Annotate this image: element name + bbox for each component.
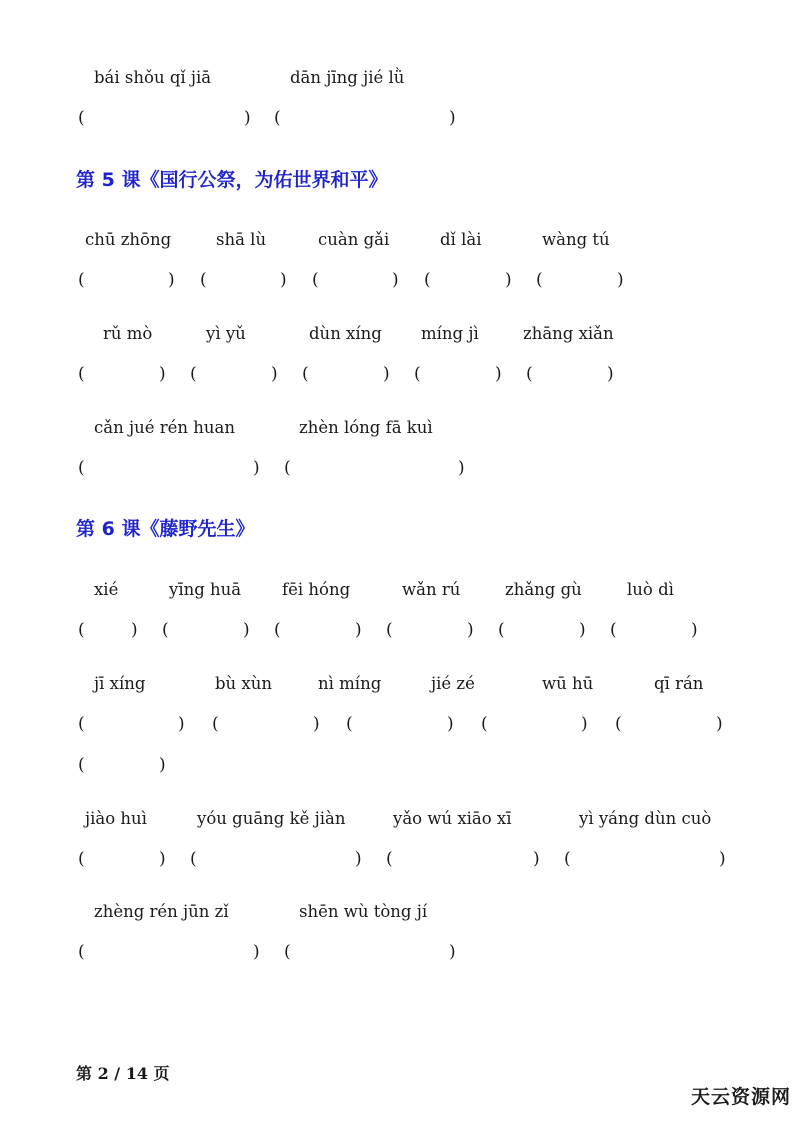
answer-blank-open[interactable]: ( — [162, 620, 169, 640]
answer-blank-close: ) — [280, 270, 287, 290]
pinyin-item: zhǎng gù — [505, 580, 582, 599]
site-watermark: 天云资源网 — [690, 1086, 791, 1108]
pinyin-row — [0, 416, 793, 440]
answer-blank-open[interactable]: ( — [386, 849, 393, 869]
pinyin-item: xié — [94, 580, 119, 599]
answer-blank-open[interactable]: ( — [78, 714, 85, 734]
answer-blank-open[interactable]: ( — [200, 270, 207, 290]
pinyin-item: nì míng — [318, 674, 382, 693]
answer-blank-close: ) — [447, 714, 454, 734]
answer-blank-close: ) — [159, 364, 166, 384]
answer-blank-close: ) — [505, 270, 512, 290]
answer-blank-close: ) — [392, 270, 399, 290]
answer-blank-close: ) — [253, 458, 260, 478]
pinyin-item: cǎn jué rén huan — [94, 418, 235, 437]
answer-blank-open[interactable]: ( — [212, 714, 219, 734]
answer-row — [0, 847, 793, 871]
pinyin-item: luò dì — [627, 580, 674, 599]
answer-blank-close: ) — [719, 849, 726, 869]
answer-blank-close: ) — [243, 620, 250, 640]
pinyin-row — [0, 322, 793, 346]
answer-blank-close: ) — [244, 108, 251, 128]
answer-blank-open[interactable]: ( — [610, 620, 617, 640]
answer-blank-open[interactable]: ( — [615, 714, 622, 734]
answer-blank-close: ) — [579, 620, 586, 640]
answer-blank-open[interactable]: ( — [498, 620, 505, 640]
pinyin-item: shēn wù tòng jí — [299, 902, 428, 921]
answer-blank-close: ) — [691, 620, 698, 640]
answer-blank-close: ) — [617, 270, 624, 290]
pinyin-item: jié zé — [431, 674, 475, 693]
answer-blank-open[interactable]: ( — [536, 270, 543, 290]
answer-blank-close: ) — [607, 364, 614, 384]
answer-blank-close: ) — [271, 364, 278, 384]
answer-blank-close: ) — [467, 620, 474, 640]
answer-row — [0, 753, 793, 777]
pinyin-row — [0, 807, 793, 831]
answer-blank-close: ) — [716, 714, 723, 734]
pinyin-item: wàng tú — [542, 230, 610, 249]
pinyin-item: yì yáng dùn cuò — [579, 809, 712, 828]
pinyin-item: míng jì — [421, 324, 479, 343]
answer-blank-open[interactable]: ( — [78, 755, 85, 775]
lesson-5-heading: 第 5 课《国行公祭，为佑世界和平》 — [76, 169, 388, 191]
pinyin-item: qī rán — [654, 674, 704, 693]
answer-blank-open[interactable]: ( — [386, 620, 393, 640]
answer-blank-open[interactable]: ( — [346, 714, 353, 734]
answer-blank-open[interactable]: ( — [190, 364, 197, 384]
answer-blank-open[interactable]: ( — [274, 620, 281, 640]
pinyin-item: jī xíng — [94, 674, 146, 693]
answer-blank-open[interactable]: ( — [526, 364, 533, 384]
answer-blank-close: ) — [131, 620, 138, 640]
pinyin-item: dùn xíng — [309, 324, 382, 343]
pinyin-item: zhèn lóng fā kuì — [299, 418, 433, 437]
answer-blank-open[interactable]: ( — [284, 942, 291, 962]
pinyin-item: shā lù — [216, 230, 267, 249]
answer-blank-close: ) — [313, 714, 320, 734]
answer-row — [0, 712, 793, 736]
pinyin-item: cuàn gǎi — [318, 230, 390, 249]
answer-blank-close: ) — [253, 942, 260, 962]
answer-blank-close: ) — [449, 108, 456, 128]
answer-blank-close: ) — [449, 942, 456, 962]
answer-blank-open[interactable]: ( — [284, 458, 291, 478]
page-number: 第 2 / 14 页 — [76, 1064, 170, 1083]
pinyin-item: yóu guāng kě jiàn — [197, 809, 346, 828]
answer-blank-close: ) — [533, 849, 540, 869]
pinyin-item: wǎn rú — [402, 580, 461, 599]
pinyin-row — [0, 672, 793, 696]
answer-blank-open[interactable]: ( — [78, 849, 85, 869]
answer-blank-close: ) — [159, 755, 166, 775]
answer-row — [0, 268, 793, 292]
pinyin-item: yǎo wú xiāo xī — [393, 809, 512, 828]
pinyin-item: wū hū — [542, 674, 594, 693]
pinyin-item: bái shǒu qǐ jiā — [94, 68, 212, 87]
pinyin-item: dǐ lài — [440, 230, 482, 249]
answer-blank-open[interactable]: ( — [78, 620, 85, 640]
answer-row — [0, 362, 793, 386]
answer-row — [0, 106, 793, 130]
answer-blank-open[interactable]: ( — [564, 849, 571, 869]
answer-blank-open[interactable]: ( — [190, 849, 197, 869]
pinyin-item: zhèng rén jūn zǐ — [94, 902, 229, 921]
pinyin-item: yīng huā — [169, 580, 242, 599]
answer-blank-close: ) — [495, 364, 502, 384]
pinyin-item: zhāng xiǎn — [523, 324, 614, 343]
answer-blank-open[interactable]: ( — [302, 364, 309, 384]
answer-blank-open[interactable]: ( — [414, 364, 421, 384]
answer-blank-close: ) — [355, 849, 362, 869]
answer-blank-open[interactable]: ( — [78, 364, 85, 384]
answer-blank-open[interactable]: ( — [424, 270, 431, 290]
answer-row — [0, 456, 793, 480]
pinyin-item: fēi hóng — [282, 580, 351, 599]
answer-blank-close: ) — [458, 458, 465, 478]
pinyin-item: dān jīng jié lǜ — [290, 68, 405, 87]
answer-blank-close: ) — [168, 270, 175, 290]
pinyin-row — [0, 228, 793, 252]
answer-blank-open[interactable]: ( — [312, 270, 319, 290]
pinyin-item: chū zhōng — [85, 230, 172, 249]
answer-blank-close: ) — [355, 620, 362, 640]
answer-row — [0, 618, 793, 642]
answer-row — [0, 940, 793, 964]
answer-blank-close: ) — [383, 364, 390, 384]
answer-blank-open[interactable]: ( — [78, 458, 85, 478]
pinyin-item: yì yǔ — [206, 324, 246, 343]
pinyin-row — [0, 66, 793, 90]
answer-blank-open[interactable]: ( — [78, 108, 85, 128]
answer-blank-open[interactable]: ( — [481, 714, 488, 734]
answer-blank-close: ) — [159, 849, 166, 869]
answer-blank-open[interactable]: ( — [274, 108, 281, 128]
pinyin-item: rǔ mò — [103, 324, 153, 343]
lesson-6-heading: 第 6 课《藤野先生》 — [76, 518, 255, 540]
pinyin-item: bù xùn — [215, 674, 272, 693]
answer-blank-open[interactable]: ( — [78, 942, 85, 962]
answer-blank-close: ) — [178, 714, 185, 734]
pinyin-item: jiào huì — [85, 809, 147, 828]
pinyin-row — [0, 578, 793, 602]
answer-blank-open[interactable]: ( — [78, 270, 85, 290]
pinyin-row — [0, 900, 793, 924]
answer-blank-close: ) — [581, 714, 588, 734]
